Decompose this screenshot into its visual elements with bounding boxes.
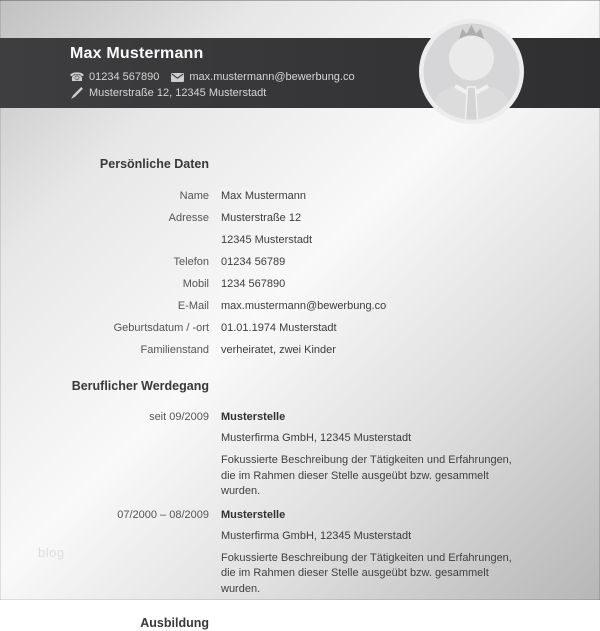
table-row (0, 185, 600, 207)
table-row (0, 273, 600, 295)
avatar (419, 19, 524, 124)
row-label: Geburtsdatum / -ort (113, 322, 209, 334)
email-contact (170, 71, 354, 83)
pen-icon (70, 87, 84, 99)
row-label: Name (179, 190, 209, 202)
entry-company: Musterfirma GmbH, 12345 Musterstadt (221, 529, 412, 542)
row-value: 01.01.1974 Musterstadt (221, 322, 337, 334)
phone-contact (70, 71, 159, 83)
row-value: verheiratet, zwei Kinder (221, 344, 336, 356)
table-row (0, 229, 600, 251)
table-row (0, 317, 600, 339)
contact-line-1 (70, 71, 355, 83)
row-label: Adresse (168, 212, 209, 224)
person-name: Max Mustermann (70, 45, 204, 62)
email-address: max.mustermann@bewerbung.co (189, 71, 355, 83)
table-row (0, 295, 600, 317)
career-entry (0, 508, 600, 598)
section-title-education: Ausbildung (140, 616, 209, 630)
row-value: 1234 567890 (221, 278, 286, 290)
table-row (0, 207, 600, 229)
row-value: 12345 Musterstadt (221, 234, 313, 246)
career-entry (0, 410, 600, 500)
section-title-career: Beruflicher Werdegang (71, 379, 209, 393)
section-title-personal: Persönliche Daten (99, 157, 209, 171)
telephone-icon: ☎ (69, 70, 85, 84)
entry-description: Fokussierte Beschreibung der Tätigkeiten und Erfahrungen, die im Rahmen dieser Stelle ausgeübt bzw. gesammelt wurden. (221, 454, 512, 497)
table-row (0, 251, 600, 273)
resume-body (0, 157, 600, 631)
row-label: Telefon (173, 256, 209, 268)
personal-data-rows (0, 185, 600, 361)
watermark: blog (38, 545, 65, 560)
entry-description: Fokussierte Beschreibung der Tätigkeiten und Erfahrungen, die im Rahmen dieser Stelle ausgeübt bzw. gesammelt wurden. (221, 551, 512, 595)
row-value: Musterstraße 12 (221, 212, 302, 224)
phone-number: 01234 567890 (89, 71, 160, 83)
entry-role: Musterstelle (221, 508, 286, 521)
envelope-icon (170, 73, 184, 82)
row-label: E-Mail (177, 300, 209, 312)
avatar-silhouette-graphic (419, 19, 524, 124)
contact-line-2 (70, 87, 266, 99)
row-label: Mobil (182, 278, 209, 290)
street-address: Musterstraße 12, 12345 Musterstadt (89, 87, 267, 99)
row-value: Max Mustermann (221, 190, 306, 202)
avatar-head (449, 36, 494, 81)
address-contact (70, 87, 266, 99)
entry-period: 07/2000 – 08/2009 (117, 508, 209, 521)
entry-role: Musterstelle (221, 411, 286, 423)
table-row (0, 339, 600, 361)
row-value: 01234 56789 (221, 256, 286, 268)
entry-company: Musterfirma GmbH, 12345 Musterstadt (221, 432, 412, 444)
entry-period: seit 09/2009 (149, 411, 209, 423)
row-label: Familienstand (140, 344, 209, 356)
row-value: max.mustermann@bewerbung.co (221, 300, 387, 312)
